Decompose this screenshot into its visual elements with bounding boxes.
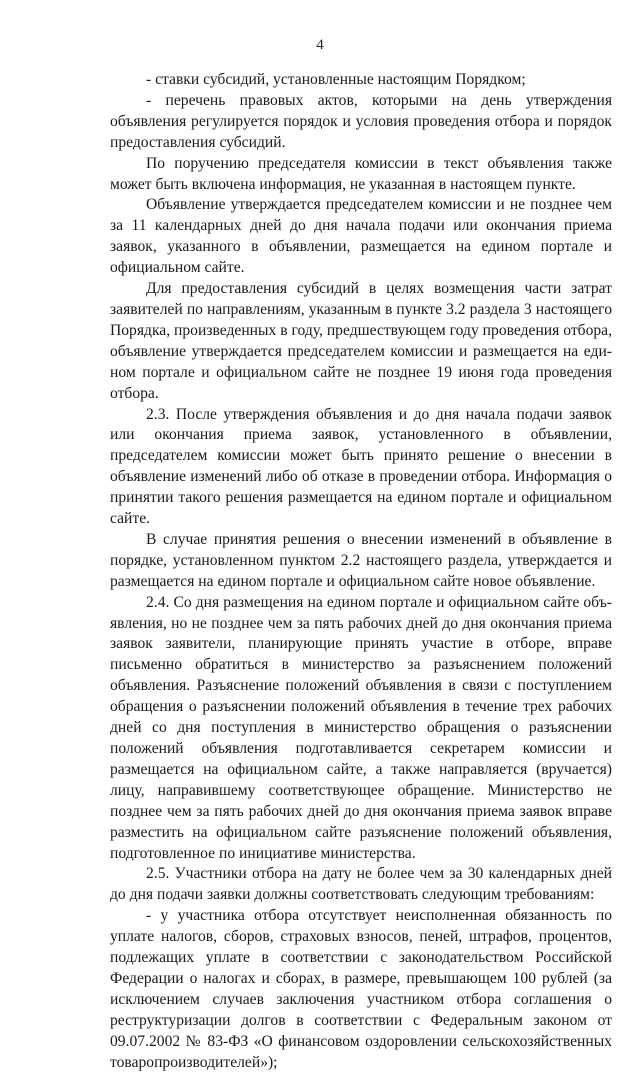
paragraph-section-2-4: 2.4. Со дня размещения на едином портале и официальном сайте объявления, но не позднее чем за пять рабочих дней до дня окончания приема заявок заявители, планирующие принять участие в отборе, вправе письменно обратиться в министерство за разъяснением положений объявления. Разъяснение положений объявления в связи с поступлением обращения о разъяснении положений объявления в течение трех рабочих дней со дня поступления в министерство обращения о разъяснении положений объявления подготавливается секретарем комиссии и размещается на официальном сайте, а также направляется (вручается) лицу, направившему соответствующее обращение. Министерство не позднее чем за пять рабочих дней до дня окончания приема заявок вправе разместить на официальном сайте разъяснение положений объявления, подготовленное по инициативе министерства. [110,593,612,862]
paragraph-cost-reimbursement: Для предоставления субсидий в целях возмещения части затрат заявителей по направлениям, указанным в пункте 3.2 раздела 3 настоящего Порядка, произведенных в году, предшествующем году проведения отбора, объявление утверждается председателем комиссии и размещается на едином портале и официальном сайте не позднее 19 июня года проведения отбора. [110,280,612,402]
paragraph-announcement-approval: Объявление утверждается председателем комиссии и не позднее чем за 11 календарных дней до дня начала подачи или окончания приема заявок, указанного в объявлении, размещается на едином портале и официальном сайте. [110,196,612,277]
paragraph-legal-acts: - перечень правовых актов, которыми на день утверждения объявления регулируется порядок и условия проведения отбора и порядок предоставления субсидий. [110,91,612,151]
paragraph-chairman-instruction: По поручению председателя комиссии в текст объявления также может быть включена информация, не указанная в настоящем пункте. [110,154,612,193]
paragraph-section-2-5: 2.5. Участники отбора на дату не более чем за 30 календарных дней до дня подачи заявки должны соответствовать следующим требованиям: [110,865,612,904]
paragraph-section-2-3: 2.3. После утверждения объявления и до дня начала подачи заявок или окончания приема заявок, установленного в объявлении, председателем комиссии может быть принято решение о внесении в объявление изменений либо об отказе в проведении отбора. Информация о принятии такого решения размещается на едином портале и официальном сайте. [110,405,612,528]
page-number: 4 [316,37,324,53]
paragraph-tax-requirement: - у участника отбора отсутствует неисполненная обязанность по уплате налогов, сборов, страховых взносов, пеней, штрафов, процентов, подлежащих уплате в соответствии с законодательством Российской Федерации о налогах и сборах, в размере, превышающем 100 рублей (за исключением случаев заключения участником отбора соглашения о реструктуризации долгов в соответствии с Федеральным законом от 09.07.2002 № 83-ФЗ «О финансовом оздоровлении сельскохозяйственных товаропроизводителей»); [110,907,612,1071]
paragraph-new-announcement: В случае принятия решения о внесении изменений в объявление в порядке, установленном пунктом 2.2 настоящего раздела, утверждается и размещается на едином портале и официальном сайте новое объявление. [110,530,612,590]
paragraph-subsidy-rates: - ставки субсидий, установленные настоящим Порядком; [146,71,526,88]
document-body [110,70,612,1074]
